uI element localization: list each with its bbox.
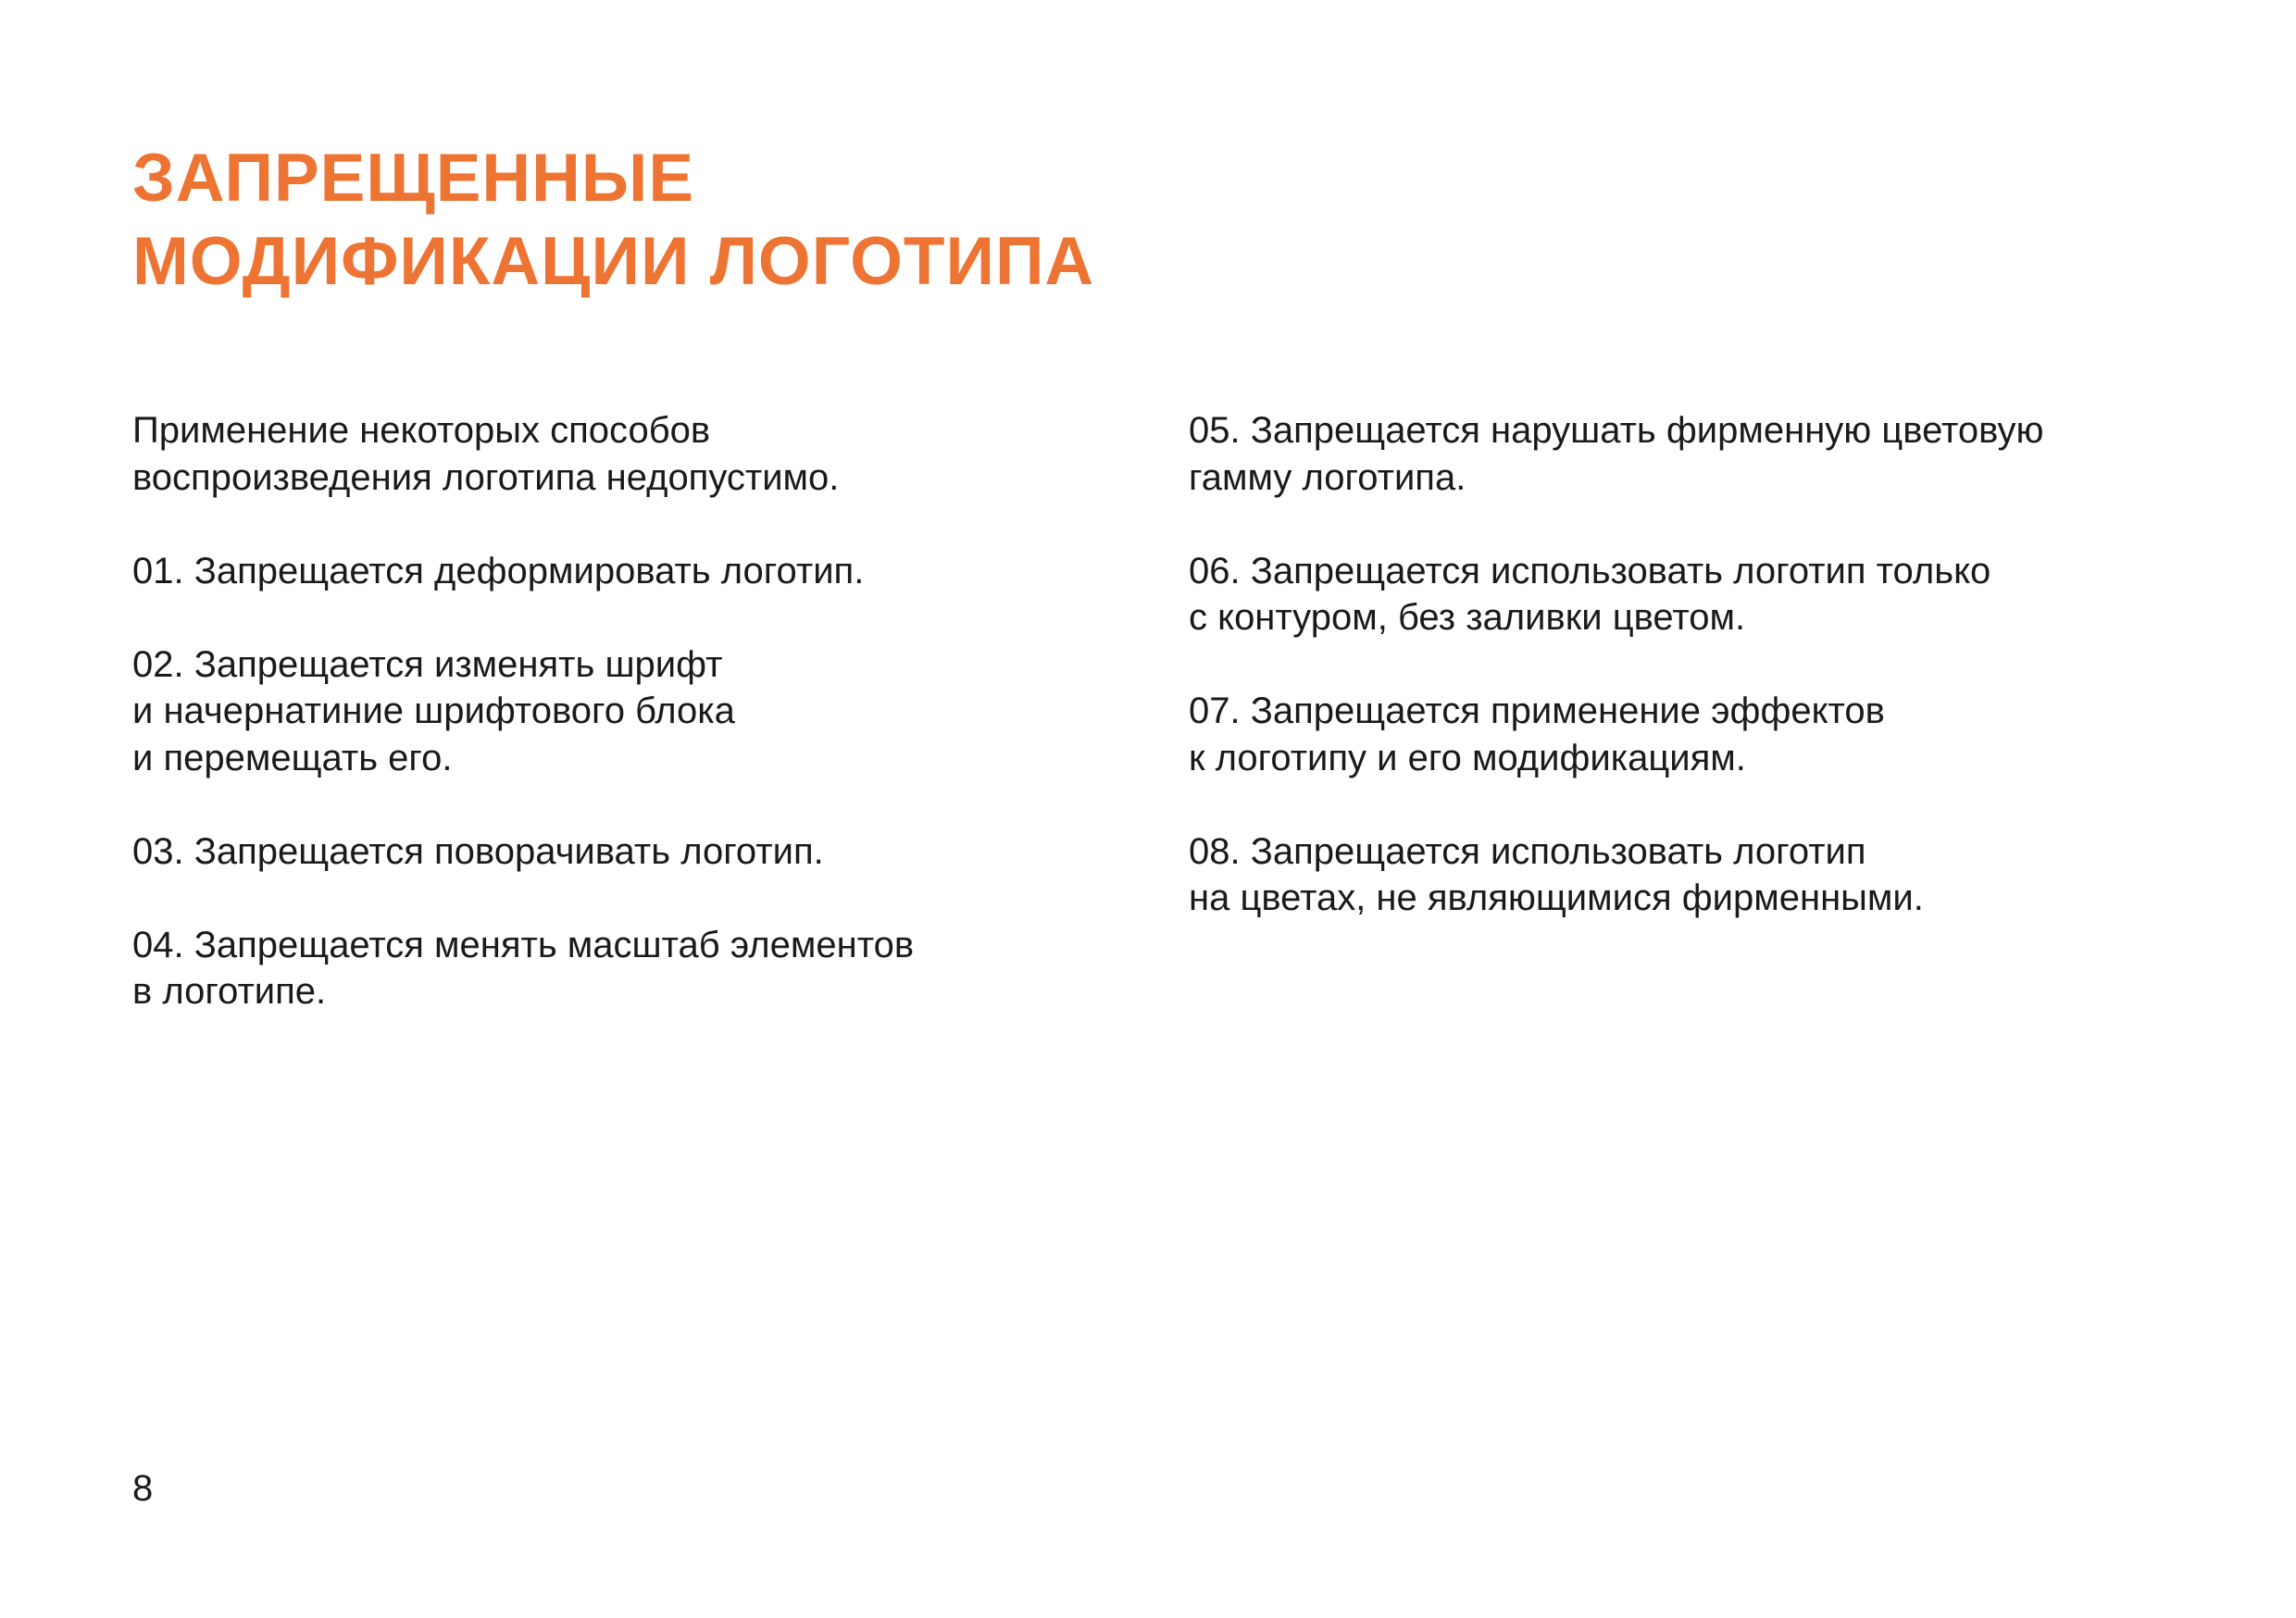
rule-02 bbox=[132, 641, 1132, 782]
page-title-line-2: МОДИФИКАЦИИ ЛОГОТИПА bbox=[132, 224, 1095, 299]
rule-05 bbox=[1189, 407, 2226, 501]
rule-06 bbox=[1189, 548, 2226, 641]
rule-08-line-2: на цветах, не являющимися фирменными. bbox=[1189, 877, 1924, 918]
rule-02-line-2: и начернатиние шрифтового блока bbox=[132, 691, 735, 731]
rule-07-line-2: к логотипу и его модификациям. bbox=[1189, 737, 1746, 778]
rule-08 bbox=[1189, 828, 2226, 922]
rule-02-line-3: и перемещать его. bbox=[132, 737, 453, 778]
rule-06-line-1: 06. Запрещается использовать логотип только bbox=[1189, 550, 1991, 591]
intro-paragraph bbox=[132, 407, 1132, 501]
rule-02-line-1: 02. Запрещается изменять шрифт bbox=[132, 643, 723, 685]
rule-04-line-1: 04. Запрещается менять масштаб элементов bbox=[132, 924, 915, 965]
page-title bbox=[132, 137, 1094, 304]
intro-line-2: воспроизведения логотипа недопустимо. bbox=[132, 456, 840, 498]
rule-03 bbox=[132, 828, 1132, 876]
intro-line-1: Применение некоторых способов bbox=[132, 410, 711, 451]
page-number: 8 bbox=[132, 1468, 154, 1509]
rule-05-line-1: 05. Запрещается нарушать фирменную цветовую bbox=[1189, 410, 2044, 451]
rule-05-line-2: гамму логотипа. bbox=[1189, 456, 1466, 498]
rule-07 bbox=[1189, 688, 2226, 781]
rule-03-line-1: 03. Запрещается поворачивать логотип. bbox=[132, 830, 824, 872]
rule-01-line-1: 01. Запрещается деформировать логотип. bbox=[132, 550, 865, 591]
page-title-line-1: ЗАПРЕЩЕННЫЕ bbox=[132, 141, 695, 216]
rule-04-line-2: в логотипе. bbox=[132, 971, 327, 1012]
rule-08-line-1: 08. Запрещается использовать логотип bbox=[1189, 830, 1866, 872]
rule-04 bbox=[132, 922, 1132, 1015]
rule-01 bbox=[132, 548, 1132, 595]
left-column bbox=[132, 407, 1132, 1062]
rule-06-line-2: с контуром, без заливки цветом. bbox=[1189, 597, 1746, 638]
right-column bbox=[1189, 407, 2226, 968]
rule-07-line-1: 07. Запрещается применение эффектов bbox=[1189, 691, 1885, 731]
